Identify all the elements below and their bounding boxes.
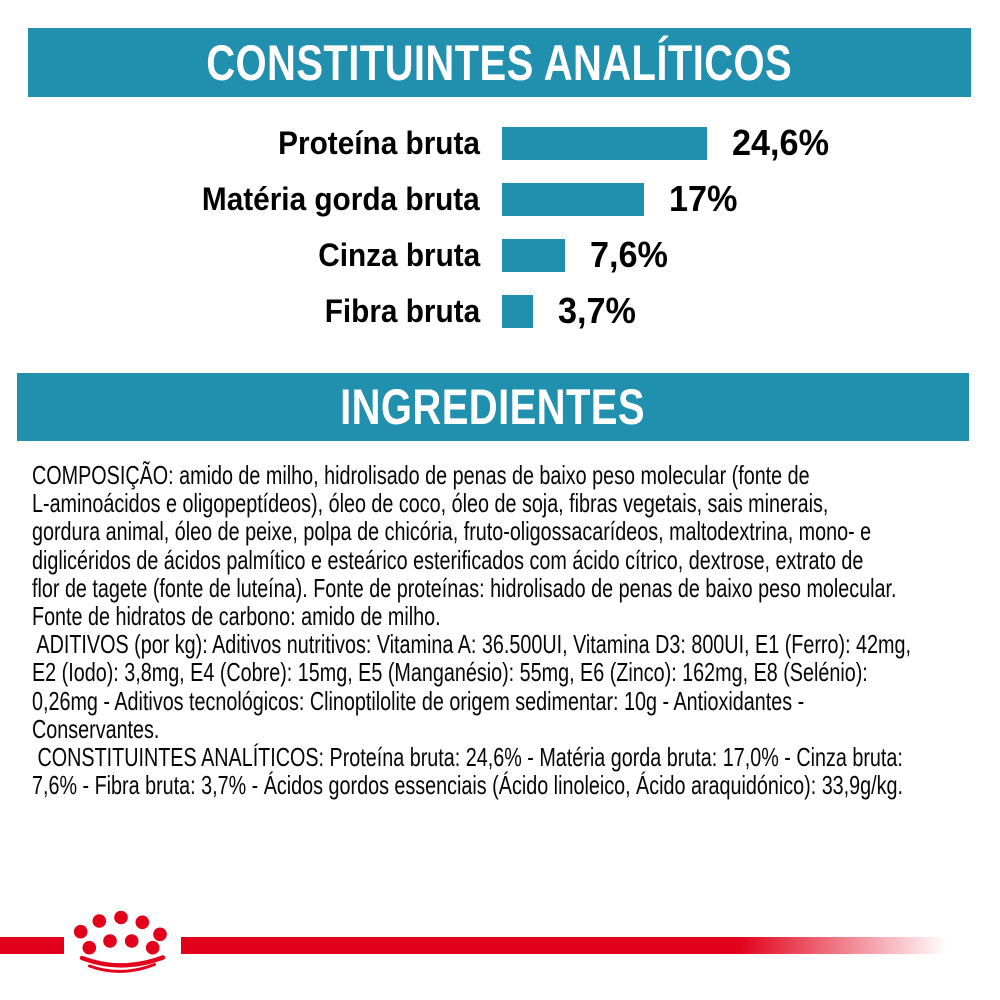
chart-category-label: Cinza bruta (317, 236, 480, 273)
ingredients-title: INGREDIENTES (340, 379, 646, 435)
ingredients-text-line: ADITIVOS (por kg): Aditivos nutritivos: Vitamina A: 36.500UI, Vitamina D3: 800UI, E1 (Ferro): 42mg, (32, 629, 911, 660)
bar-chart (0, 115, 1000, 339)
chart-bar (502, 127, 707, 160)
analytical-constituents-title: CONSTITUINTES ANALÍTICOS (206, 34, 793, 91)
ingredients-text-line: COMPOSIÇÃO: amido de milho, hidrolisado de penas de baixo peso molecular (fonte de (32, 460, 810, 490)
royal-canin-crown-icon (70, 908, 170, 978)
red-stripe-left (0, 937, 64, 954)
ingredients-text-line: Conservantes. (32, 713, 160, 744)
chart-row (0, 283, 1000, 339)
ingredients-banner (17, 373, 969, 441)
chart-value-label: 3,7% (557, 290, 636, 331)
ingredients-text-line: diglicéridos de ácidos palmítico e esteárico esterificados com ácido cítrico, dextrose, extrato de (32, 544, 864, 575)
ingredients-composition-text (32, 461, 992, 799)
chart-bar (502, 239, 565, 272)
chart-value-label: 7,6% (590, 234, 669, 275)
chart-category-label: Proteína bruta (278, 124, 480, 161)
analytical-constituents-banner (28, 28, 971, 97)
ingredients-text-line: flor de tagete (fonte de luteína). Fonte de proteínas: hidrolisado de penas de baixo peso molecular. (32, 572, 897, 603)
ingredients-text-line: Fonte de hidratos de carbono: amido de milho. (32, 601, 441, 632)
ingredients-text-line: CONSTITUINTES ANALÍTICOS: Proteína bruta: 24,6% - Matéria gorda bruta: 17,0% - Cinza bruta: (32, 742, 903, 773)
chart-row (0, 115, 1000, 171)
chart-value-label: 17% (668, 178, 738, 219)
ingredients-text-line: 0,26mg - Aditivos tecnológicos: Clinoptilolite de origem sedimentar: 10g - Antioxidantes - (32, 685, 805, 716)
chart-category-label: Fibra bruta (324, 292, 480, 329)
chart-value-label: 24,6% (731, 122, 829, 163)
ingredients-text-line: gordura animal, óleo de peixe, polpa de chicória, fruto-oligossacarídeos, maltodextrina, mono- e (32, 516, 872, 547)
ingredients-text-line: E2 (Iodo): 3,8mg, E4 (Cobre): 15mg, E5 (Manganésio): 55mg, E6 (Zinco): 162mg, E8 (Selénio): (32, 657, 868, 688)
chart-category-label: Matéria gorda bruta (202, 180, 480, 217)
chart-row (0, 227, 1000, 283)
chart-row (0, 171, 1000, 227)
red-stripe-right (181, 937, 955, 954)
ingredients-text-line: L-aminoácidos e oligopeptídeos), óleo de coco, óleo de soja, fibras vegetais, sais minerais, (32, 488, 829, 519)
chart-bar (502, 183, 644, 216)
ingredients-text-line: 7,6% - Fibra bruta: 3,7% - Ácidos gordos essenciais (Ácido linoleico, Ácido araquidónico): 33,9g/kg. (32, 770, 903, 801)
chart-bar (502, 295, 533, 328)
